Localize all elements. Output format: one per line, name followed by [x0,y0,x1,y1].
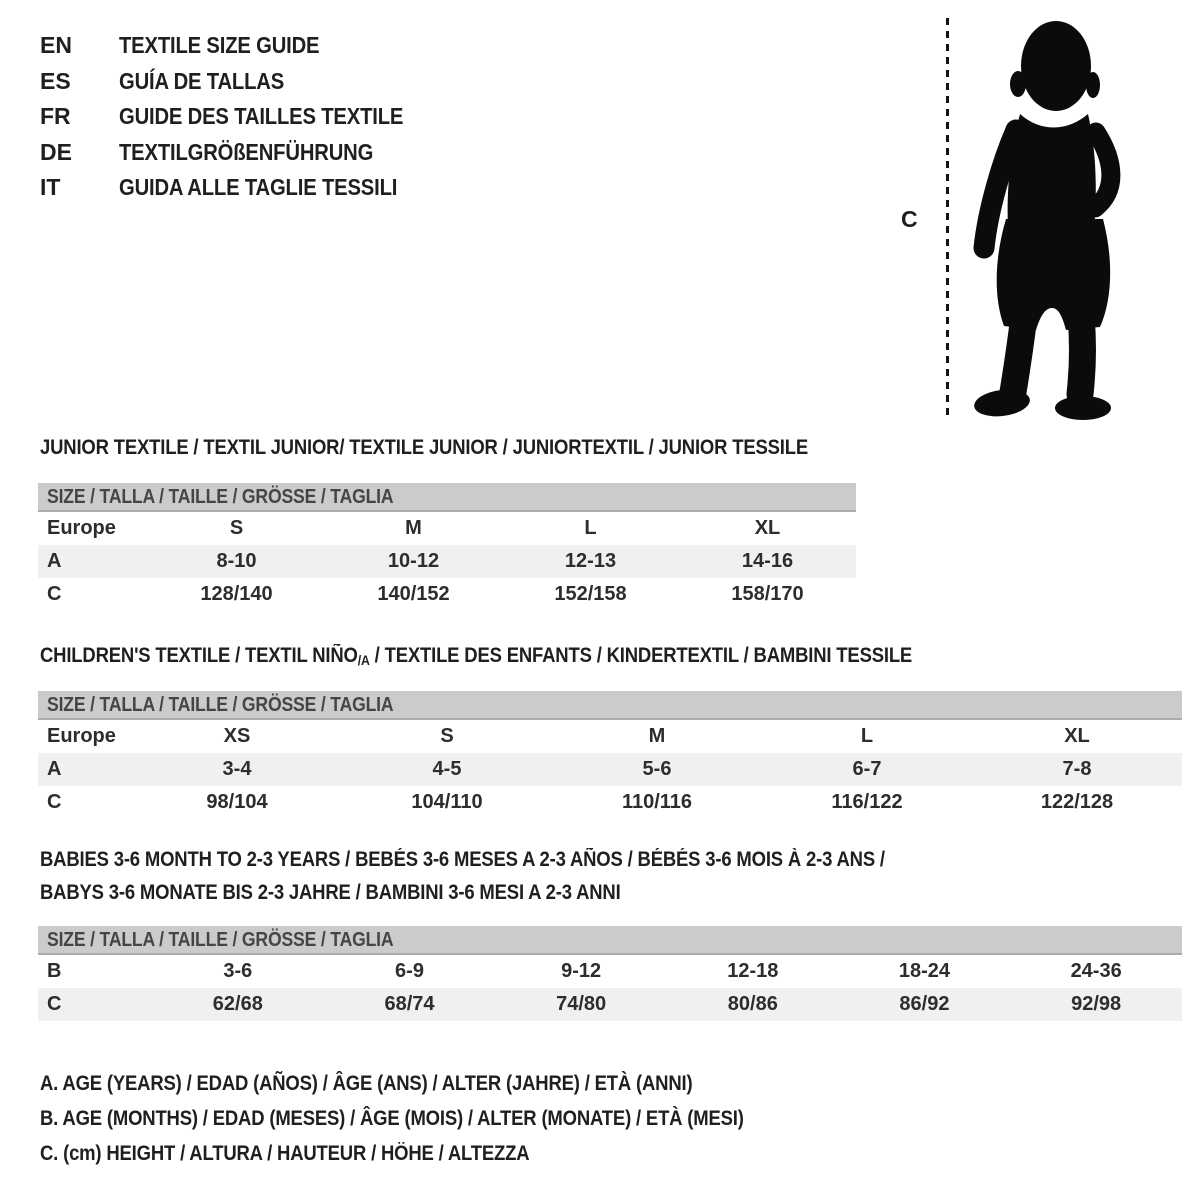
babies-title-line1 [40,843,1000,876]
size-cell: L [860,725,874,747]
language-title-block [40,28,442,206]
children-title-pre: CHILDREN'S TEXTILE / TEXTIL NIÑO [40,644,358,667]
size-cell: 152/158 [554,583,627,605]
size-cell: 6-7 [852,758,882,780]
language-code: DE [40,138,72,165]
size-cell: 7-8 [1062,758,1092,780]
size-cell: XS [223,725,251,747]
language-code: EN [40,32,72,59]
language-code: FR [40,103,71,130]
children-section-title [40,639,1031,677]
size-cell: S [440,725,454,747]
language-title: GUIDE DES TAILLES TEXTILE [119,103,404,130]
language-title: TEXTILGRÖßENFÜHRUNG [119,138,374,165]
size-cell: 158/170 [731,583,804,605]
table-row [38,753,1182,786]
size-cell: 3-6 [223,960,253,982]
row-label: B [47,960,62,982]
row-label: C [47,583,62,605]
size-cell: 92/98 [1071,993,1122,1015]
table-row [38,720,1182,753]
children-section-title-text [40,639,912,677]
junior-section-title [40,431,913,464]
babies-title-line2 [40,876,1000,909]
size-cell: 86/92 [899,993,950,1015]
row-label: Europe [47,517,116,539]
table-row [38,988,1182,1021]
row-label: Europe [47,725,116,747]
size-cell: M [648,725,666,747]
language-row-fr [40,99,442,135]
size-cell: 128/140 [200,583,273,605]
size-cell: 18-24 [898,960,951,982]
language-row-en [40,28,442,64]
children-size-table [38,691,1182,819]
size-cell: 116/122 [831,791,903,813]
size-cell: 5-6 [642,758,672,780]
size-cell: 104/110 [411,791,483,813]
height-measure-label: C [901,206,918,232]
size-cell: XL [1064,725,1090,747]
children-table-grid [38,720,1182,819]
language-code: ES [40,67,71,94]
size-cell: 110/116 [621,791,693,813]
legend-line-c-text: C. (cm) HEIGHT / ALTURA / HAUTEUR / HÖHE / ALTEZZA [40,1141,530,1165]
babies-title-line1-text: BABIES 3-6 MONTH TO 2-3 YEARS / BEBÉS 3-6 MESES A 2-3 AÑOS / BÉBÉS 3-6 MOIS À 2-3 ANS / [40,848,885,871]
size-cell: 4-5 [432,758,462,780]
language-row-es [40,64,442,100]
children-title-post: / TEXTILE DES ENFANTS / KINDERTEXTIL / BAMBINI TESSILE [369,644,913,667]
language-title: GUÍA DE TALLAS [119,67,285,94]
legend-line-b-text: B. AGE (MONTHS) / EDAD (MESES) / ÂGE (MOIS) / ALTER (MONATE) / ETÀ (MESI) [40,1106,744,1130]
size-cell: 68/74 [384,993,435,1015]
junior-section-title-text: JUNIOR TEXTILE / TEXTIL JUNIOR/ TEXTILE JUNIOR / JUNIORTEXTIL / JUNIOR TESSILE [40,436,809,459]
size-cell: 3-4 [222,758,252,780]
size-cell: 122/128 [1040,791,1114,813]
size-header-bar [38,691,1182,720]
measure-legend [40,1066,840,1171]
size-cell: 62/68 [212,993,263,1015]
legend-line-a-text: A. AGE (YEARS) / EDAD (AÑOS) / ÂGE (ANS) / ALTER (JAHRE) / ETÀ (ANNI) [40,1071,693,1095]
row-label: C [47,993,62,1015]
size-cell: 80/86 [727,993,778,1015]
size-cell: S [229,517,244,539]
size-cell: 24-36 [1070,960,1122,982]
junior-table-grid [38,512,856,611]
size-cell: M [405,517,422,539]
row-label: A [47,758,62,780]
babies-section-title [40,843,1000,909]
size-cell: 12-13 [564,550,617,572]
table-row [38,578,856,611]
size-header-label: SIZE / TALLA / TAILLE / GRÖSSE / TAGLIA [47,486,394,508]
size-header-label: SIZE / TALLA / TAILLE / GRÖSSE / TAGLIA [47,929,394,951]
row-label: A [47,550,62,572]
size-header-bar [38,926,1182,955]
size-cell: 9-12 [561,960,602,982]
size-cell: 10-12 [387,550,440,572]
language-row-it [40,170,442,206]
toddler-silhouette-icon [962,14,1140,420]
size-cell: 8-10 [216,550,257,572]
legend-line-a [40,1066,840,1101]
table-row [38,545,856,578]
junior-size-table [38,483,856,611]
size-cell: 6-9 [395,960,424,982]
size-header-label: SIZE / TALLA / TAILLE / GRÖSSE / TAGLIA [47,694,394,716]
babies-table-grid [38,955,1182,1021]
table-row [38,512,856,545]
children-title-sub: /A [357,652,370,668]
babies-size-table [38,926,1182,1021]
row-label: C [47,791,62,813]
table-row [38,786,1182,819]
legend-line-c [40,1136,840,1171]
size-cell: 14-16 [741,550,794,572]
height-measure-line [946,18,949,416]
language-row-de [40,135,442,171]
table-row [38,955,1182,988]
language-title: TEXTILE SIZE GUIDE [119,32,320,59]
size-cell: 12-18 [727,960,779,982]
size-cell: XL [754,517,781,539]
language-title: GUIDA ALLE TAGLIE TESSILI [119,174,398,201]
size-cell: 74/80 [556,993,607,1015]
language-code: IT [40,174,61,201]
size-cell: 140/152 [377,583,450,605]
babies-title-line2-text: BABYS 3-6 MONATE BIS 2-3 JAHRE / BAMBINI 3-6 MESI A 2-3 ANNI [40,881,621,904]
size-header-bar [38,483,856,512]
legend-line-b [40,1101,840,1136]
size-cell: L [584,517,597,539]
size-cell: 98/104 [206,791,268,813]
